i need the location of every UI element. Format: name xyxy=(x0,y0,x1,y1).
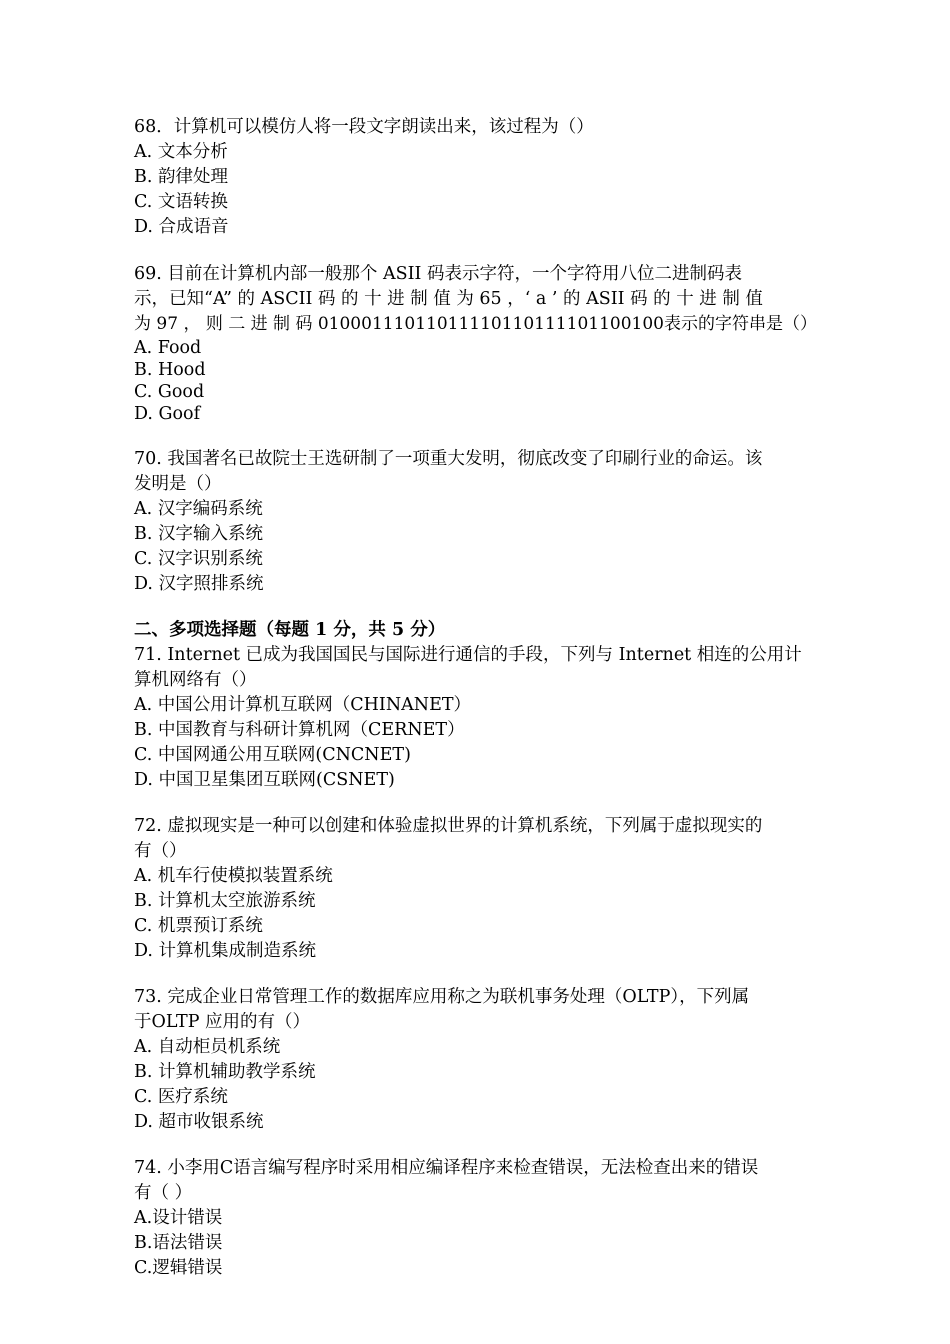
question-text-line-3: 为 97 ， 则 二 进 制 码 01000111011011110110111101100100表示的字符串是（） xyxy=(134,314,817,334)
question-text-line-1: 70. 我国著名已故院士王选研制了一项重大发明，彻底改变了印刷行业的命运。该 xyxy=(134,449,763,469)
section-heading xyxy=(134,618,824,643)
option-c: C. 文语转换 xyxy=(134,192,228,212)
question-text-line-2: 算机网络有（） xyxy=(134,670,257,690)
option-d: D. 计算机集成制造系统 xyxy=(134,941,317,961)
question-text-line-1: 72. 虚拟现实是一种可以创建和体验虚拟世界的计算机系统，下列属于虚拟现实的 xyxy=(134,816,763,836)
section-title: 二、多项选择题（每题 1 分，共 5 分） xyxy=(134,620,446,640)
option-c: C. 中国网通公用互联网(CNCNET) xyxy=(134,745,411,765)
question-text-line-2: 于OLTP 应用的有（） xyxy=(134,1012,311,1032)
option-a: A. 中国公用计算机互联网（CHINANET） xyxy=(134,695,472,715)
option-d: D. Goof xyxy=(134,404,201,424)
question-72 xyxy=(134,814,824,964)
question-74 xyxy=(134,1156,824,1281)
option-b: B. 汉字输入系统 xyxy=(134,524,263,544)
option-c: C.逻辑错误 xyxy=(134,1258,223,1278)
option-d: D. 合成语音 xyxy=(134,217,229,237)
option-b: B. 韵律处理 xyxy=(134,167,228,187)
question-71 xyxy=(134,643,824,793)
question-text-line-1: 69. 目前在计算机内部一般那个 ASII 码表示字符，一个字符用八位二进制码表 xyxy=(134,264,742,284)
question-text-line-2: 有（） xyxy=(134,841,187,861)
option-b: B. 计算机辅助教学系统 xyxy=(134,1062,316,1082)
question-text-line-2: 发明是（） xyxy=(134,474,222,494)
question-text-line-2: 有（ ） xyxy=(134,1183,193,1203)
question-73 xyxy=(134,985,824,1135)
option-c: C. Good xyxy=(134,382,205,402)
option-a: A. 汉字编码系统 xyxy=(134,499,263,519)
option-b: B. 中国教育与科研计算机网（CERNET） xyxy=(134,720,465,740)
option-c: C. 医疗系统 xyxy=(134,1087,228,1107)
question-text-line-2: 示，已知“A” 的 ASCII 码 的 十 进 制 值 为 65 ，‘ a ’ 的 ASII 码 的 十 进 制 值 xyxy=(134,289,763,309)
question-text-line-1: 73. 完成企业日常管理工作的数据库应用称之为联机事务处理（OLTP），下列属 xyxy=(134,987,750,1007)
option-b: B.语法错误 xyxy=(134,1233,223,1253)
option-d: D. 汉字照排系统 xyxy=(134,574,264,594)
option-a: A.设计错误 xyxy=(134,1208,223,1228)
option-c: C. 汉字识别系统 xyxy=(134,549,263,569)
question-text-line-1: 74. 小李用C语言编写程序时采用相应编译程序来检查错误，无法检查出来的错误 xyxy=(134,1158,759,1178)
option-b: B. 计算机太空旅游系统 xyxy=(134,891,316,911)
option-d: D. 超市收银系统 xyxy=(134,1112,264,1132)
question-text: 68．计算机可以模仿人将一段文字朗读出来，该过程为（） xyxy=(134,117,594,137)
option-a: A. 机车行使模拟装置系统 xyxy=(134,866,333,886)
question-text-line-1: 71. Internet 已成为我国国民与国际进行通信的手段，下列与 Internet 相连的公用计 xyxy=(134,645,802,665)
option-d: D. 中国卫星集团互联网(CSNET) xyxy=(134,770,395,790)
option-a: A. 文本分析 xyxy=(134,142,228,162)
option-a: A. Food xyxy=(134,338,202,358)
question-69 xyxy=(134,262,824,425)
option-a: A. 自动柜员机系统 xyxy=(134,1037,281,1057)
question-68 xyxy=(134,115,824,240)
question-70 xyxy=(134,447,824,597)
option-b: B. Hood xyxy=(134,360,206,380)
option-c: C. 机票预订系统 xyxy=(134,916,263,936)
